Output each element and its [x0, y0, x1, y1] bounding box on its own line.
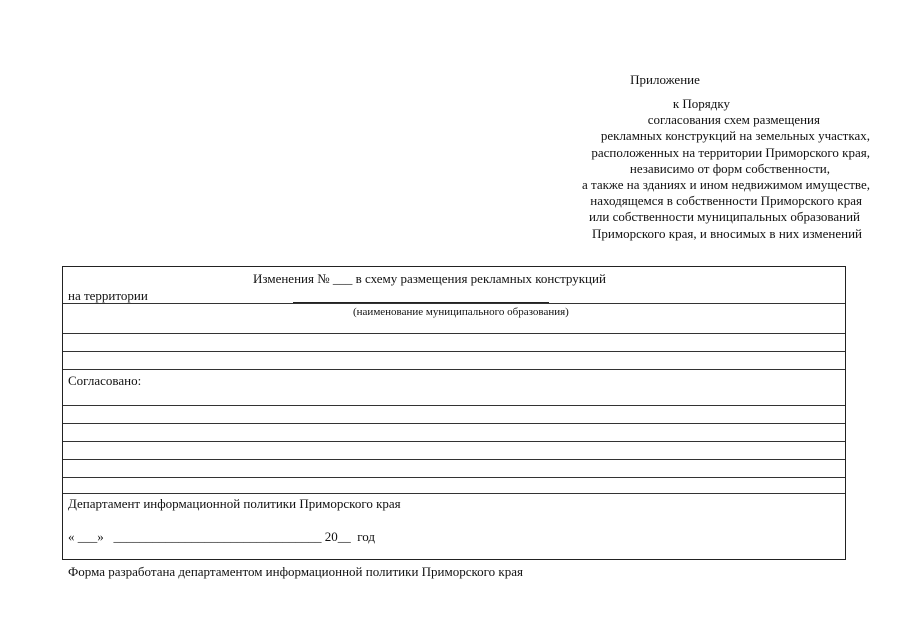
appendix-line: к Порядку: [672, 96, 730, 111]
form-divider: [63, 441, 845, 442]
change-number-field[interactable]: ___: [332, 271, 353, 286]
form-divider: [63, 423, 845, 424]
appendix-title: Приложение: [630, 72, 700, 87]
date-close-quote: »: [97, 529, 104, 544]
appendix-line: расположенных на территории Приморского края,: [591, 144, 870, 160]
form-divider: [63, 369, 845, 370]
agreed-label: Согласовано:: [68, 373, 142, 388]
form-divider: [63, 351, 845, 352]
appendix-line: или собственности муниципальных образований: [588, 209, 860, 225]
appendix-line: находящемся в собственности Приморского края: [590, 193, 862, 209]
date-day-field[interactable]: ___: [77, 529, 98, 544]
appendix-line: Приморского края, и вносимых в них изменений: [592, 225, 862, 241]
form-divider: [63, 493, 845, 494]
appendix-line: рекламных конструкций на земельных участках,: [600, 128, 870, 144]
date-year-field[interactable]: __: [337, 529, 351, 544]
form-header: [253, 271, 606, 287]
form-header-prefix: Изменения №: [253, 271, 330, 286]
footer-note: Форма разработана департаментом информационной политики Приморского края: [68, 564, 523, 579]
department-label: Департамент информационной политики Приморского края: [68, 496, 401, 511]
date-line: [68, 529, 375, 545]
date-open-quote: «: [68, 529, 75, 544]
territory-hint: (наименование муниципального образования): [353, 306, 569, 318]
form-divider: [63, 333, 845, 334]
change-form: [62, 266, 846, 560]
appendix-text: [470, 96, 870, 242]
appendix-line: а также на зданиях и ином недвижимом имуществе,: [581, 177, 870, 193]
form-divider: [63, 303, 845, 304]
appendix-line: независимо от форм собственности,: [629, 160, 830, 176]
form-divider: [63, 459, 845, 460]
form-divider: [63, 477, 845, 478]
form-header-suffix: в схему размещения рекламных конструкций: [355, 271, 606, 286]
form-divider: [63, 405, 845, 406]
date-month-field[interactable]: ________________________________: [113, 529, 322, 544]
appendix-line: согласования схем размещения: [647, 112, 820, 128]
date-year-prefix: 20: [324, 529, 338, 544]
territory-label: на территории: [68, 288, 148, 303]
date-year-suffix: год: [357, 529, 375, 544]
